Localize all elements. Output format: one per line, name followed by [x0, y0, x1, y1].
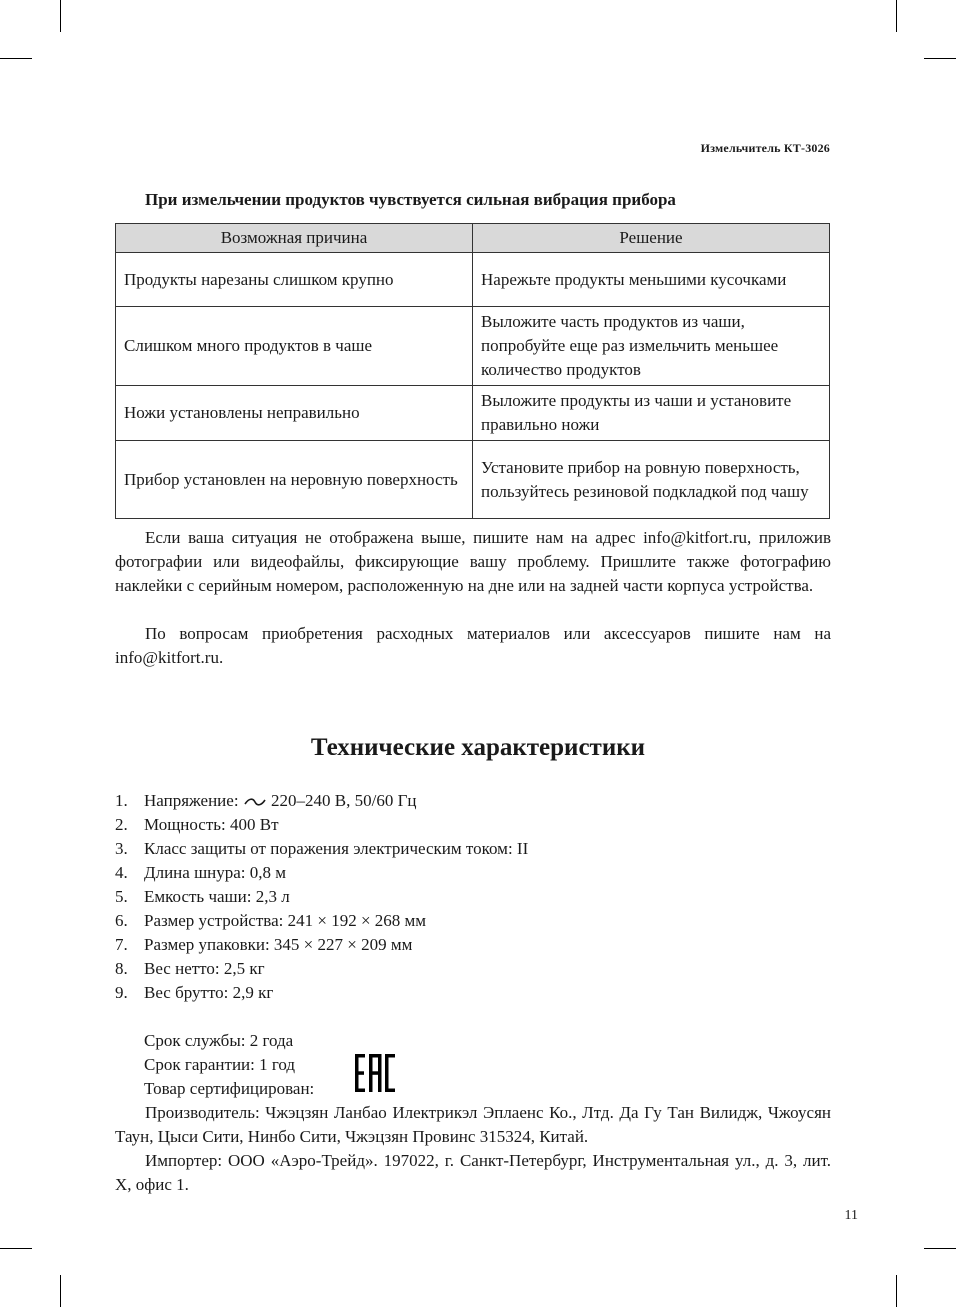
accessories-paragraph — [115, 622, 831, 670]
list-item — [115, 885, 528, 909]
item-number: 7. — [115, 935, 128, 954]
importer-paragraph — [115, 1149, 831, 1197]
troubleshooting-title: При измельчении продуктов чувствуется сильная вибрация прибора — [145, 190, 676, 209]
accessories-text: По вопросам приобретения расходных материалов или аксессуаров пишите нам на info@kitfort.ru. — [115, 624, 831, 667]
manufacturer-text: Производитель: Чжэцзян Ланбао Илектрикэл Эплаенс Ко., Лтд. Да Гу Тан Вилидж, Чжоусян Таун, Цыси Сити, Нинбо Сити, Чжэцзян Провинс 315324, Китай. — [115, 1103, 831, 1146]
item-number: 9. — [115, 983, 128, 1002]
importer-text: Импортер: ООО «Аэро-Трейд». 197022, г. Санкт-Петербург, Инструментальная ул., д. 3, лит. Х, офис 1. — [115, 1151, 831, 1194]
solution-cell: Выложите часть продуктов из чаши, попробуйте еще раз измельчить меньшее количество продуктов — [473, 307, 830, 386]
running-header: Измельчитель КТ-3026 — [700, 141, 830, 155]
item-number: 1. — [115, 791, 128, 810]
item-number: 5. — [115, 887, 128, 906]
list-item — [115, 957, 528, 981]
item-label: Размер упаковки: 345 × 227 × 209 мм — [144, 935, 413, 954]
item-label: Емкость чаши: 2,3 л — [144, 887, 290, 906]
crop-mark — [896, 1275, 897, 1307]
item-label: Вес брутто: 2,9 кг — [144, 983, 274, 1002]
page-number: 11 — [844, 1208, 858, 1223]
ac-tilde-icon — [243, 797, 267, 807]
manufacturer-paragraph — [115, 1101, 831, 1149]
item-label: Класс защиты от поражения электрическим током: II — [144, 839, 529, 858]
item-number: 8. — [115, 959, 128, 978]
warranty-period: Срок гарантии: 1 год — [144, 1055, 296, 1074]
certification-label: Товар сертифицирован: — [144, 1079, 315, 1098]
crop-mark — [896, 0, 897, 32]
table-row — [116, 253, 830, 307]
solution-cell: Нарежьте продукты меньшими кусочками — [473, 253, 830, 307]
item-label: Мощность: 400 Вт — [144, 815, 279, 834]
solution-cell: Установите прибор на ровную поверхность, пользуйтесь резиновой подкладкой под чашу — [473, 441, 830, 519]
list-item — [115, 909, 528, 933]
list-item — [115, 981, 528, 1005]
list-item — [115, 789, 528, 813]
cause-cell: Продукты нарезаны слишком крупно — [116, 253, 473, 307]
crop-mark — [0, 58, 32, 59]
eac-mark-icon — [354, 1053, 396, 1093]
crop-mark — [60, 0, 61, 32]
cause-cell: Прибор установлен на неровную поверхность — [116, 441, 473, 519]
crop-mark — [924, 58, 956, 59]
contact-text: Если ваша ситуация не отображена выше, пишите нам на адрес info@kitfort.ru, приложив фотографии или видеофайлы, фиксирующие вашу проблему. Пришлите также фотографию наклейки с серийным номером, расположенную на дне или на задней части корпуса устройства. — [115, 528, 831, 595]
table-row — [116, 386, 830, 441]
list-item — [115, 813, 528, 837]
table-header-row — [116, 224, 830, 253]
column-header-solution: Решение — [473, 224, 830, 253]
table-row — [116, 441, 830, 519]
list-item — [115, 933, 528, 957]
contact-paragraph — [115, 526, 831, 598]
crop-mark — [924, 1248, 956, 1249]
item-label: Размер устройства: 241 × 192 × 268 мм — [144, 911, 427, 930]
item-number: 4. — [115, 863, 128, 882]
troubleshooting-table — [115, 223, 830, 519]
item-number: 3. — [115, 839, 128, 858]
solution-cell: Выложите продукты из чаши и установите правильно ножи — [473, 386, 830, 441]
item-value: 220–240 В, 50/60 Гц — [271, 791, 417, 810]
cause-cell: Слишком много продуктов в чаше — [116, 307, 473, 386]
specs-list — [115, 789, 528, 1005]
list-item — [115, 837, 528, 861]
specs-title: Технические характеристики — [310, 734, 646, 761]
table-row — [116, 307, 830, 386]
list-item — [115, 861, 528, 885]
column-header-cause: Возможная причина — [116, 224, 473, 253]
item-label: Длина шнура: 0,8 м — [144, 863, 287, 882]
crop-mark — [0, 1248, 32, 1249]
service-life: Срок службы: 2 года — [144, 1031, 294, 1050]
cause-cell: Ножи установлены неправильно — [116, 386, 473, 441]
item-label: Напряжение: — [144, 791, 239, 810]
item-number: 6. — [115, 911, 128, 930]
crop-mark — [60, 1275, 61, 1307]
item-number: 2. — [115, 815, 128, 834]
item-label: Вес нетто: 2,5 кг — [144, 959, 265, 978]
